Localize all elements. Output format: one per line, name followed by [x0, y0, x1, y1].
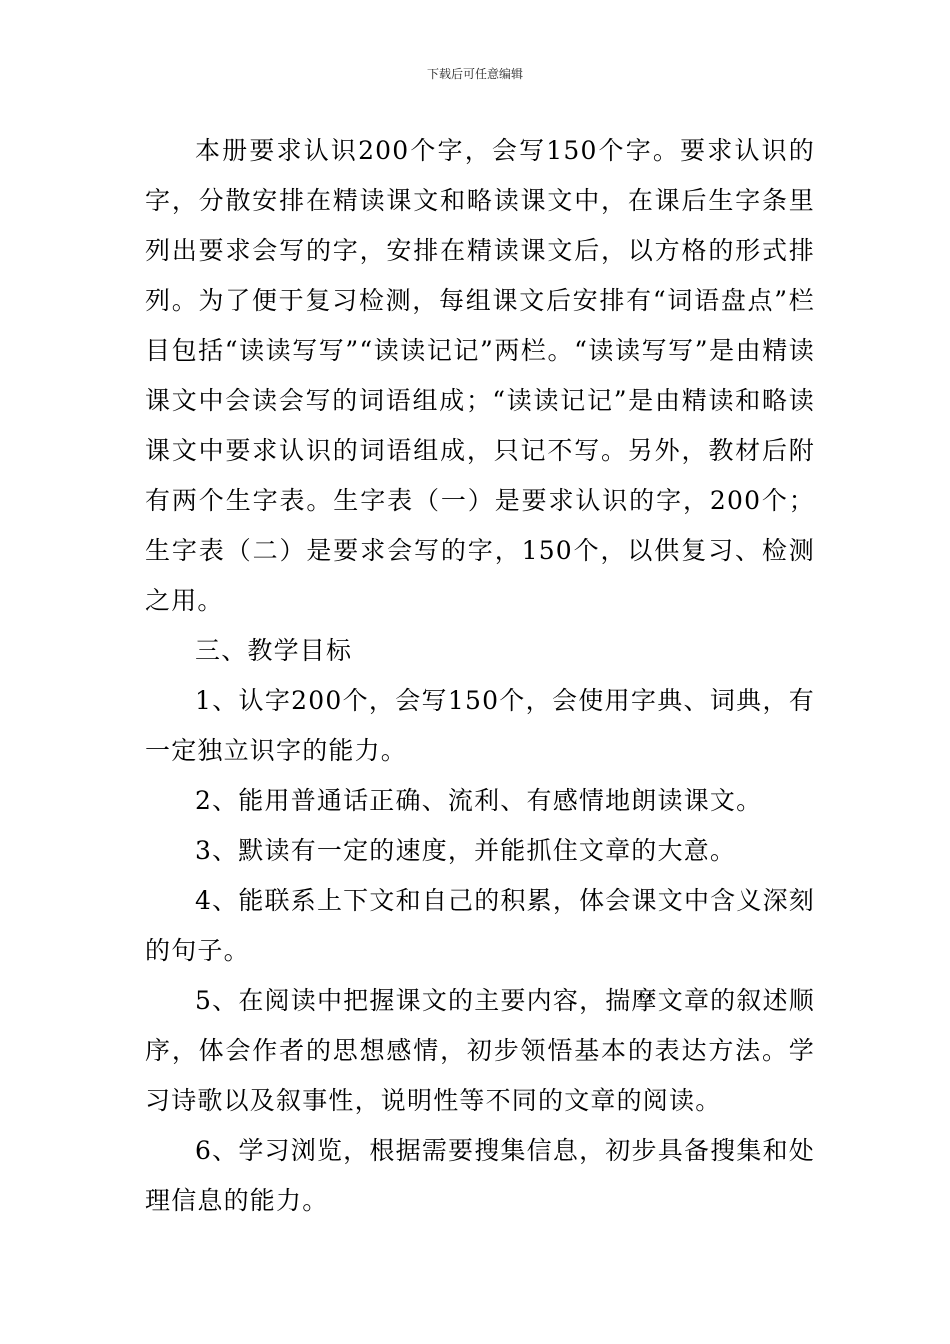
- goal-item-6: 6、学习浏览，根据需要搜集信息，初步具备搜集和处理信息的能力。: [145, 1136, 815, 1215]
- goal-item-3: 3、默读有一定的速度，并能抓住文章的大意。: [195, 836, 737, 865]
- page-header: 下载后可任意编辑: [426, 67, 523, 81]
- section-heading-teaching-goals: 三、教学目标: [195, 636, 353, 665]
- paragraph-literacy-arrangement: 本册要求认识200个字，会写150个字。要求认识的字，分散安排在精读课文和略读课文中，在课后生字条里列出要求会写的字，安排在精读课文后，以方格的形式排列。为了便于复习检测，每组课文后安排有“词语盘点”栏目包括“读读写写”“读读记记”两栏。“读读写写”是由精读课文中会读会写的词语组成；“读读记记”是由精读和略读课文中要求认识的词语组成，只记不写。另外，教材后附有两个生字表。生字表（一）是要求认识的字，200个；生字表（二）是要求会写的字，150个，以供复习、检测之用。: [145, 136, 815, 615]
- goal-item-2: 2、能用普通话正确、流利、有感情地朗读课文。: [195, 786, 763, 815]
- goal-item-5: 5、在阅读中把握课文的主要内容，揣摩文章的叙述顺序，体会作者的思想感情，初步领悟基本的表达方法。学习诗歌以及叙事性，说明性等不同的文章的阅读。: [145, 986, 815, 1115]
- goal-item-4: 4、能联系上下文和自己的积累，体会课文中含义深刻的句子。: [145, 886, 815, 965]
- goal-item-1: 1、认字200个，会写150个，会使用字典、词典，有一定独立识字的能力。: [145, 686, 815, 765]
- document-body: [145, 126, 815, 1226]
